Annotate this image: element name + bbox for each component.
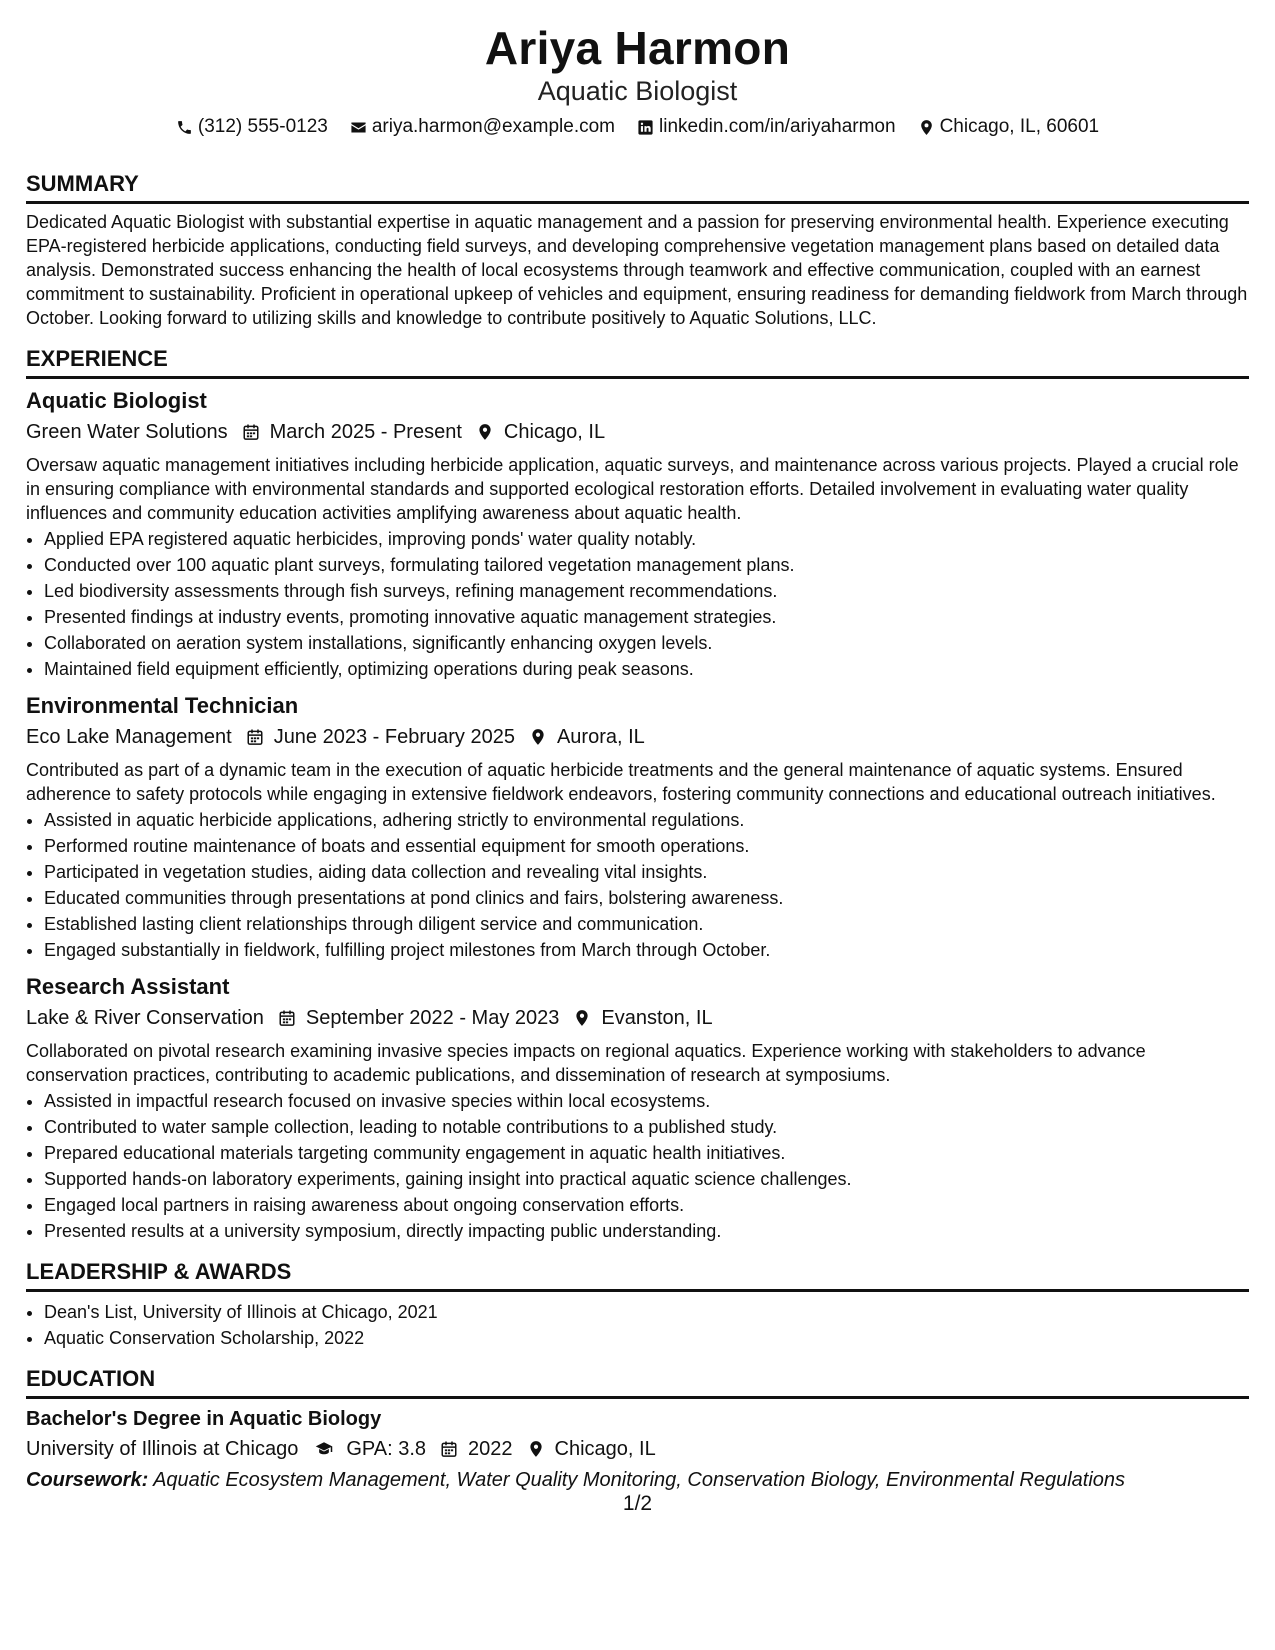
list-item: • Aquatic Conservation Scholarship, 2022 [44,1325,1249,1351]
job-title: Environmental Technician [26,693,299,718]
summary-text: Dedicated Aquatic Biologist with substantial expertise in aquatic management and a passion for preserving environmental health. Experience executing EPA-registered herbicide applications, conducting field surveys, and developing comprehensive vegetation management plans based on detailed data analysis. Demonstrated success enhancing the health of local ecosystems through teamwork and effective communication, coupled with an earnest commitment to sustainability. Proficient in operational upkeep of vehicles and equipment, ensuring readiness for demanding fieldwork from March through October. Looking forward to utilizing skills and knowledge to contribute positively to Aquatic Solutions, LLC. [26,212,1248,328]
gpa: GPA: 3.8 [346,1438,427,1460]
contact-location [918,116,1100,138]
job-location: Chicago, IL [503,421,606,443]
job-title: Research Assistant [26,974,230,999]
job-bullets [26,526,1249,682]
list-item: • Educated communities through presentations at pond clinics and fairs, bolstering awareness. [44,885,1249,911]
list-item: • Engaged local partners in raising awareness about ongoing conservation efforts. [44,1192,1249,1218]
map-pin-icon [529,728,547,746]
calendar-icon [242,423,260,441]
map-pin-icon [918,119,935,136]
map-pin-icon [527,1440,545,1458]
calendar-icon [278,1009,296,1027]
summary-section [26,170,1249,330]
calendar-icon [440,1440,458,1458]
list-item: • Applied EPA registered aquatic herbicides, improving ponds' water quality notably. [44,526,1249,552]
list-item: • Assisted in impactful research focused on invasive species within local ecosystems. [44,1088,1249,1114]
phone-icon [176,119,193,136]
job-meta [26,1004,1249,1032]
job-location: Evanston, IL [601,1007,713,1029]
map-pin-icon [573,1009,591,1027]
education-section [26,1365,1249,1494]
job-description: Contributed as part of a dynamic team in the execution of aquatic herbicide treatments and the general maintenance of aquatic systems. Ensured adherence to safety protocols while engaging in extensive fieldwork endeavors, fostering community connections and educational outreach initiatives. [26,760,1216,804]
degree-title: Bachelor's Degree in Aquatic Biology [26,1408,382,1430]
email-text: ariya.harmon@example.com [371,116,616,137]
linkedin-text: linkedin.com/in/ariyaharmon [659,116,896,137]
candidate-name: Ariya Harmon [484,22,791,74]
company-name: Green Water Solutions [26,421,228,443]
job-description: Oversaw aquatic management initiatives including herbicide application, aquatic surveys, and maintenance across various projects. Played a crucial role in ensuring compliance with environmental standards and supported ecological restoration efforts. Detailed involvement in evaluating water quality influences and community education activities amplifying awareness about aquatic health. [26,455,1239,523]
list-item: • Collaborated on aeration system installations, significantly enhancing oxygen levels. [44,630,1249,656]
list-item: • Performed routine maintenance of boats and essential equipment for smooth operations. [44,833,1249,859]
list-item: • Presented findings at industry events, promoting innovative aquatic management strategies. [44,604,1249,630]
map-pin-icon [476,423,494,441]
phone-text: (312) 555-0123 [197,116,328,137]
job-bullets [26,807,1249,963]
experience-section [26,345,1249,1244]
job-meta [26,418,1249,446]
awards-list [26,1299,1249,1351]
coursework-list: Aquatic Ecosystem Management, Water Quality Monitoring, Conservation Biology, Environmental Regulations [153,1469,1126,1491]
list-item: • Established lasting client relationships through diligent service and communication. [44,911,1249,937]
calendar-icon [246,728,264,746]
list-item: • Maintained field equipment efficiently, optimizing operations during peak seasons. [44,656,1249,682]
job-dates: September 2022 - May 2023 [305,1007,560,1029]
list-item: • Dean's List, University of Illinois at Chicago, 2021 [44,1299,1249,1325]
job-entry [26,692,1249,963]
envelope-icon [350,119,367,136]
company-name: Eco Lake Management [26,726,232,748]
list-item: • Led biodiversity assessments through fish surveys, refining management recommendations. [44,578,1249,604]
list-item: • Supported hands-on laboratory experiments, gaining insight into practical aquatic science challenges. [44,1166,1249,1192]
list-item: • Prepared educational materials targeting community engagement in aquatic health initiatives. [44,1140,1249,1166]
section-title-summary: SUMMARY [26,170,1249,204]
page-number: 1/2 [622,1492,653,1515]
list-item: • Engaged substantially in fieldwork, fulfilling project milestones from March through October. [44,937,1249,963]
list-item: • Contributed to water sample collection, leading to notable contributions to a published study. [44,1114,1249,1140]
contact-bar [26,114,1249,140]
awards-section [26,1258,1249,1351]
job-meta [26,723,1249,751]
contact-email[interactable] [350,116,615,138]
job-bullets [26,1088,1249,1244]
coursework [26,1466,1249,1494]
job-entry [26,973,1249,1244]
company-name: Lake & River Conservation [26,1007,264,1029]
job-dates: June 2023 - February 2025 [273,726,515,748]
contact-phone[interactable] [176,116,328,138]
job-description: Collaborated on pivotal research examining invasive species impacts on regional aquatics. Experience working with stakeholders to advance conservation practices, contributing to academic publications, and dissemination of research at symposiums. [26,1041,1146,1085]
list-item: • Conducted over 100 aquatic plant surveys, formulating tailored vegetation management plans. [44,552,1249,578]
education-meta [26,1435,1249,1463]
section-title-experience: EXPERIENCE [26,345,1249,379]
job-location: Aurora, IL [556,726,645,748]
section-title-awards: LEADERSHIP & AWARDS [26,1258,1249,1292]
candidate-role: Aquatic Biologist [537,76,738,106]
job-title: Aquatic Biologist [26,388,207,413]
job-entry [26,387,1249,682]
linkedin-icon [637,119,654,136]
list-item: • Presented results at a university symposium, directly impacting public understanding. [44,1218,1249,1244]
section-title-education: EDUCATION [26,1365,1249,1399]
school-location: Chicago, IL [554,1438,656,1460]
location-text: Chicago, IL, 60601 [939,116,1100,137]
resume-header [26,22,1249,140]
contact-linkedin[interactable] [637,116,896,138]
list-item: • Assisted in aquatic herbicide applications, adhering strictly to environmental regulations. [44,807,1249,833]
graduation-year: 2022 [468,1438,513,1460]
list-item: • Participated in vegetation studies, aiding data collection and revealing vital insights. [44,859,1249,885]
coursework-label: Coursework: [26,1469,149,1491]
job-dates: March 2025 - Present [269,421,462,443]
school-name: University of Illinois at Chicago [26,1438,299,1460]
graduation-cap-icon [312,1440,336,1458]
